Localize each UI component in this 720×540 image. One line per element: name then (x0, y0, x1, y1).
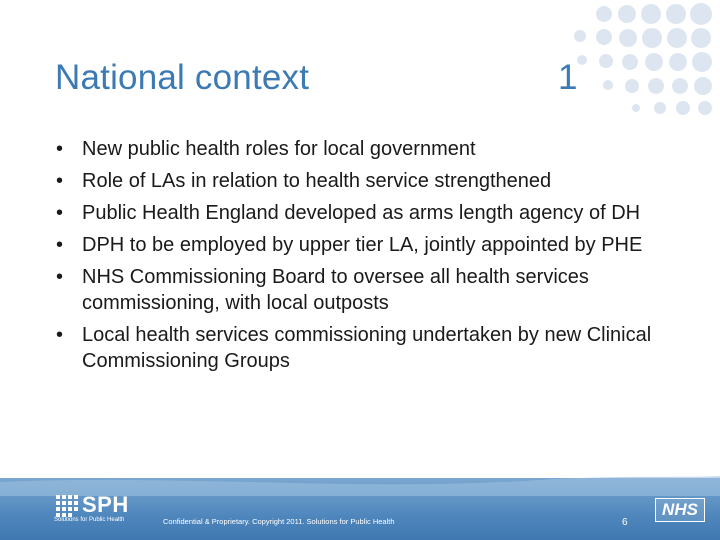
bullet-dot: • (56, 138, 64, 160)
sph-logo-subtext: Solutions for Public Health (54, 517, 125, 523)
title-number: 1 (558, 58, 578, 97)
list-item (56, 136, 676, 162)
bullet-dot: • (56, 170, 64, 192)
list-item (56, 168, 676, 194)
bullet-text: DPH to be employed by upper tier LA, jointly appointed by PHE (82, 234, 643, 256)
sph-logo-text: SPH (82, 492, 129, 517)
bullet-dot: • (56, 234, 64, 256)
bullet-text: New public health roles for local government (82, 138, 476, 160)
sph-logo (54, 493, 144, 529)
bullet-text: Local health services commissioning undertaken by new Clinical Commissioning Groups (82, 324, 652, 372)
slide-title: National context (55, 58, 310, 97)
bullet-text: Role of LAs in relation to health service strengthened (82, 170, 552, 192)
bullet-text: NHS Commissioning Board to oversee all health services commissioning, with local outposts (82, 266, 589, 314)
list-item (56, 322, 676, 374)
list-item (56, 232, 676, 258)
bullet-dot: • (56, 324, 64, 346)
bullet-dot: • (56, 202, 64, 224)
bullet-dot: • (56, 266, 64, 288)
nhs-logo: NHS (655, 498, 705, 522)
bullet-text: Public Health England developed as arms length agency of DH (82, 202, 641, 224)
list-item (56, 200, 676, 226)
sph-grid-icon (56, 495, 80, 517)
bullet-list (56, 136, 676, 380)
list-item (56, 264, 676, 316)
copyright-text: Confidential & Proprietary. Copyright 2011. Solutions for Public Health (163, 517, 395, 526)
page-number: 6 (622, 517, 628, 528)
